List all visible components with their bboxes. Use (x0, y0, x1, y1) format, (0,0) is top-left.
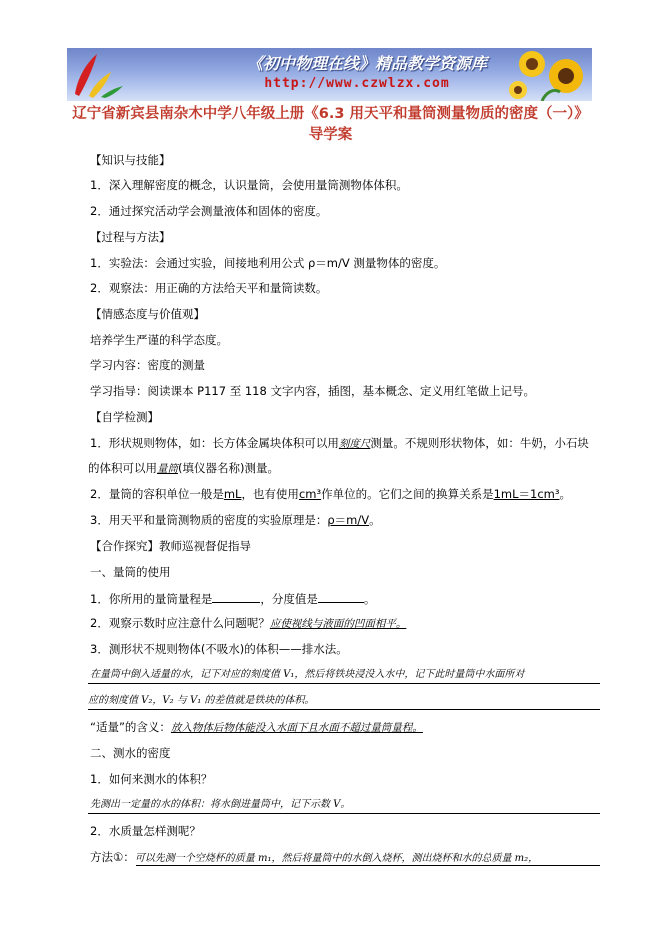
self-check-heading: 【自学检测】 (90, 410, 159, 424)
q2-answer-ml: mL (223, 487, 242, 501)
q3-text-b: 。 (369, 513, 381, 527)
part-2-heading: 二、测水的密度 (90, 746, 171, 760)
cylinder-q2-text: 2．观察示数时应注意什么问题呢？ (90, 616, 270, 630)
q3-answer-line-1: 在量筒中倒入适量的水，记下对应的刻度值 V₁，然后将铁块浸没入水中，记下此时量筒中水面所对 (90, 669, 525, 680)
cylinder-q2 (90, 615, 406, 632)
water-q1-answer: 先测出一定量的水的体积：将水倒进量筒中，记下示数 V。 (90, 799, 351, 810)
method-1-rule (136, 865, 600, 866)
q1-text-c: 的体积可以用 (88, 461, 157, 475)
division-blank[interactable] (318, 590, 364, 603)
knowledge-heading: 【知识与技能】 (90, 153, 171, 167)
q2-text-c: 作单位的。它们之间的换算关系是 (321, 487, 494, 501)
self-check-q1-line1 (90, 435, 589, 452)
water-q2: 2．水质量怎样测呢？ (90, 824, 201, 838)
self-check-q2 (90, 486, 571, 502)
q1-text-d: (填仪器名称)测量。 (178, 461, 279, 475)
range-blank[interactable] (212, 590, 260, 603)
sunflower-icon (502, 48, 592, 101)
process-heading: 【过程与方法】 (90, 230, 171, 244)
q3-answer-rule-1 (88, 683, 600, 684)
q2-answer-conversion: 1mL＝1cm³ (493, 487, 560, 501)
q3-answer-line-2: 应的刻度值 V₂，V₂ 与 V₁ 的差值就是铁块的体积。 (88, 695, 315, 706)
process-item-2: 2．观察法：用正确的方法给天平和量筒读数。 (90, 281, 328, 295)
suitable-label: “适量”的含义： (90, 720, 171, 734)
q1-answer-cylinder: 量筒 (157, 463, 178, 475)
suitable-meaning (90, 719, 423, 736)
q2-text-a: 2．量筒的容积单位一般是 (90, 487, 224, 501)
q1-answer-ruler: 刻度尺 (338, 438, 371, 450)
logo-icon (71, 50, 125, 99)
method-1-label: 方法①： (90, 850, 135, 864)
cylinder-q1-text-b: ，分度值是 (260, 592, 318, 606)
cooperation-heading: 【合作探究】教师巡视督促指导 (90, 539, 251, 553)
learning-content: 学习内容：密度的测量 (90, 358, 205, 372)
banner-title: 《初中物理在线》精品教学资源库 (246, 54, 487, 73)
document-title (40, 104, 621, 146)
banner-url[interactable]: http://www.czwlzx.com (264, 76, 450, 91)
q1-text-b: 测量。不规则形状物体，如：牛奶，小石块 (370, 436, 589, 450)
water-q1-rule (88, 813, 600, 814)
emotion-heading: 【情感态度与价值观】 (90, 307, 205, 321)
banner (67, 48, 592, 101)
knowledge-item-1: 1．深入理解密度的概念，认识量筒，会使用量筒测物体体积。 (90, 178, 408, 192)
knowledge-item-2: 2．通过探究活动学会测量液体和固体的密度。 (90, 204, 328, 218)
learning-guide: 学习指导：阅读课本 P117 至 118 文字内容，插图，基本概念、定义用红笔做上记号。 (90, 384, 535, 398)
cylinder-q2-answer: 应使视线与液面的凹面相平。 (269, 618, 407, 630)
cylinder-q1 (90, 590, 375, 607)
title-line-2: 导学案 (308, 127, 353, 143)
emotion-item-1: 培养学生严谨的科学态度。 (90, 333, 228, 347)
q2-text-d: 。 (559, 487, 571, 501)
part-1-heading: 一、量筒的使用 (90, 565, 171, 579)
q2-text-b: ，也有使用 (241, 487, 299, 501)
q3-answer-rule-2 (88, 709, 600, 710)
cylinder-q1-text-a: 1．你所用的量筒量程是 (90, 592, 213, 606)
title-line-1: 辽宁省新宾县南杂木中学八年级上册《6.3 用天平和量筒测量物质的密度（一）》 (72, 106, 589, 122)
cylinder-q1-text-c: 。 (363, 592, 376, 606)
cylinder-q3: 3．测形状不规则物体(不吸水)的体积——排水法。 (90, 642, 348, 656)
method-1-answer: 可以先测一个空烧杯的质量 m₁，然后将量筒中的水倒入烧杯，测出烧杯和水的总质量 m₂， (134, 853, 539, 864)
self-check-q1-line2 (88, 460, 279, 477)
process-item-1: 1．实验法：会通过实验，间接地利用公式 ρ＝m/V 测量物体的密度。 (90, 256, 446, 270)
q3-text-a: 3．用天平和量筒测物质的密度的实验原理是： (90, 513, 328, 527)
suitable-answer: 放入物体后物体能没入水面下且水面不超过量筒量程。 (170, 722, 423, 734)
q3-answer-formula: ρ＝m/V (327, 513, 370, 527)
q2-answer-cm3: cm³ (298, 487, 322, 501)
self-check-q3 (90, 512, 381, 528)
q1-text-a: 1．形状规则物体，如：长方体金属块体积可以用 (90, 436, 339, 450)
water-q1: 1．如何来测水的体积？ (90, 772, 213, 786)
